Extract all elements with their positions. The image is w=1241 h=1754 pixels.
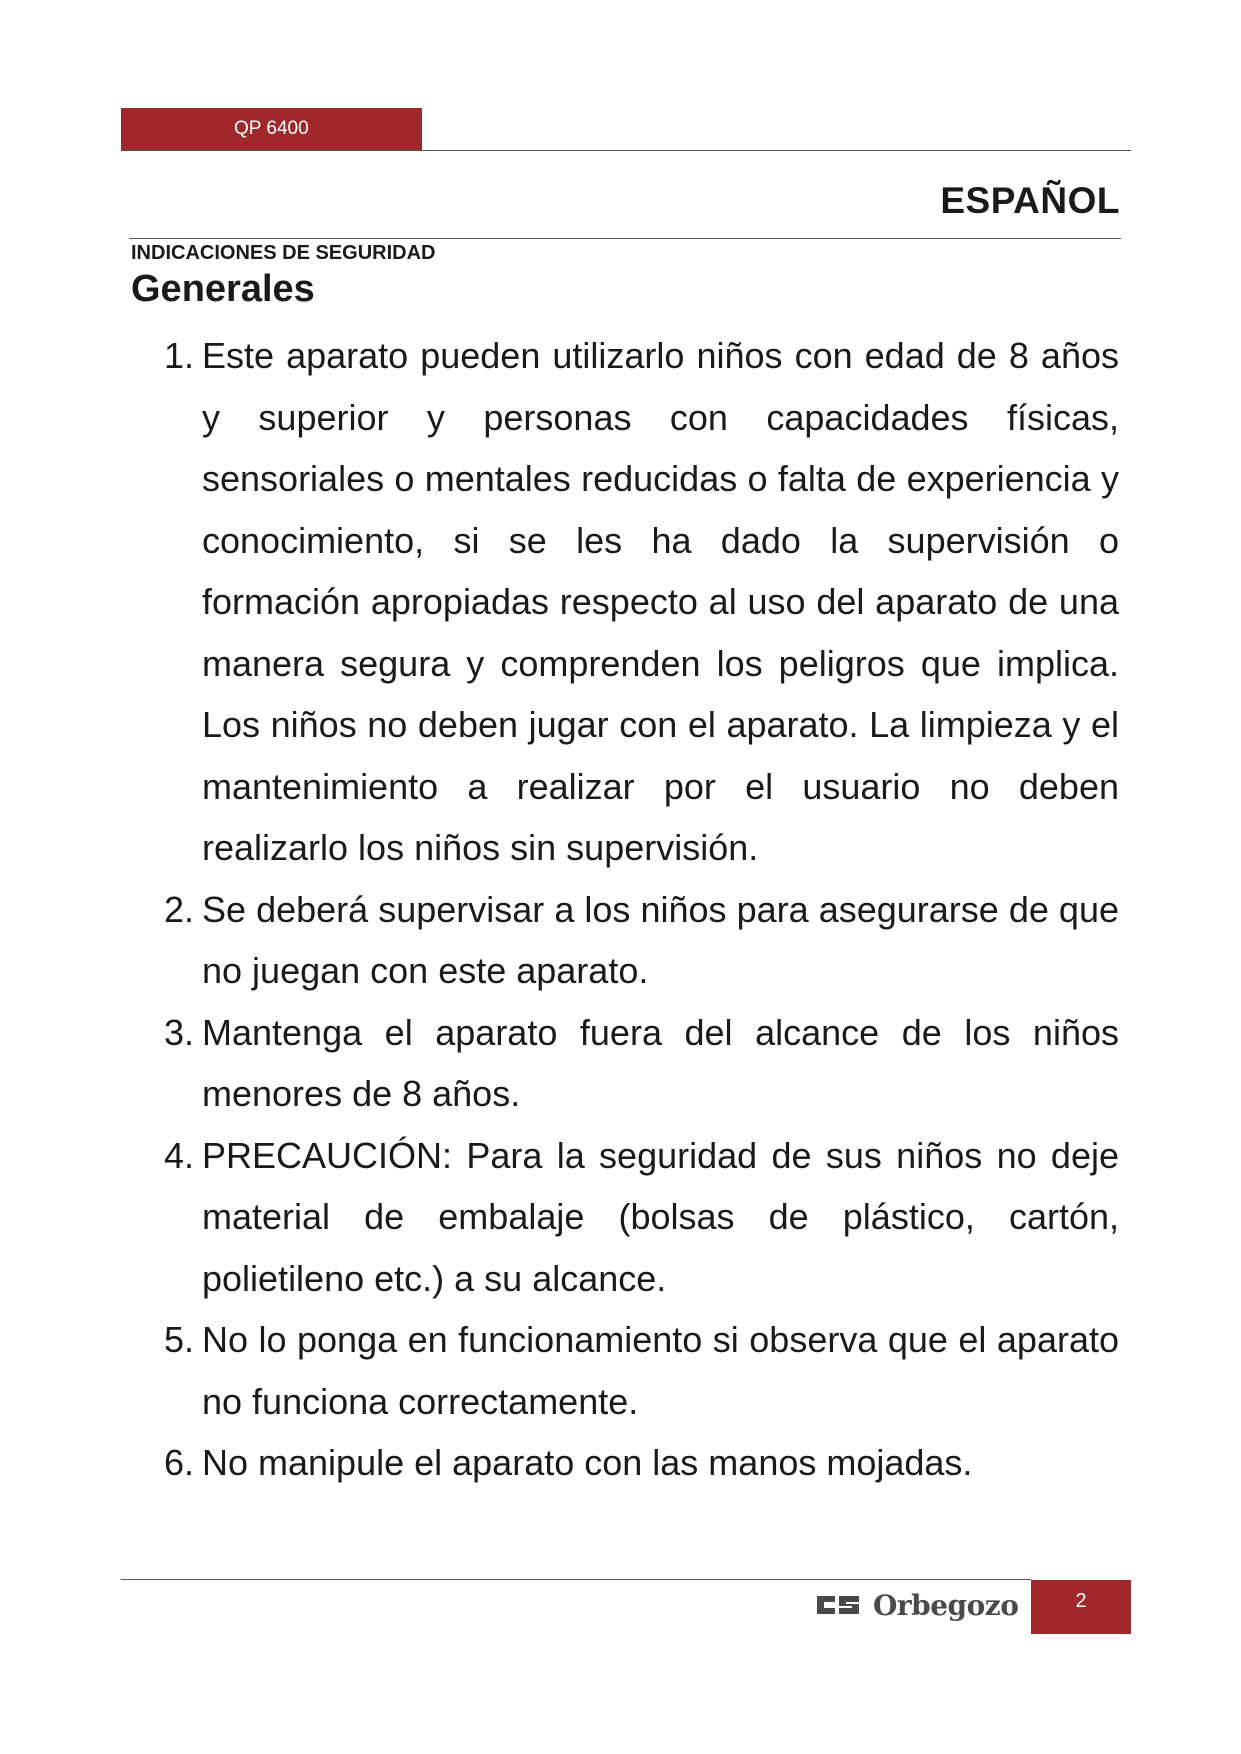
item-number: 2. [164, 888, 195, 930]
model-number: QP 6400 [234, 118, 309, 139]
item-text: PRECAUCIÓN: Para la seguridad de sus niños no deje material de embalaje (bolsas de plástico, cartón, polietileno etc.) a su alcance. [202, 1134, 1119, 1299]
subsection-title: Generales [131, 268, 315, 310]
item-text: No lo ponga en funcionamiento si observa que el aparato no funciona correctamente. [202, 1319, 1119, 1422]
item-number: 5. [164, 1319, 195, 1360]
brand-name: Orbegozo [873, 1588, 1019, 1622]
brand-logo [815, 1584, 1020, 1626]
language-heading: ESPAÑOL [940, 180, 1120, 221]
item-number: 6. [164, 1442, 195, 1483]
list-item [164, 1002, 1119, 1125]
list-item [164, 1432, 1119, 1494]
page-number-tab [1031, 1580, 1131, 1634]
footer-divider [121, 1579, 1031, 1580]
model-tab [121, 108, 422, 150]
list-item [164, 879, 1119, 1002]
page-number: 2 [1075, 1590, 1087, 1612]
item-text: No manipule el aparato con las manos mojadas. [202, 1442, 973, 1483]
item-number: 4. [164, 1134, 195, 1176]
list-item [164, 1309, 1119, 1432]
brand-mark-icon [815, 1593, 861, 1617]
item-text: Se deberá supervisar a los niños para asegurarse de que no juegan con este aparato. [202, 888, 1119, 991]
language-divider [129, 238, 1121, 239]
item-number: 3. [164, 1011, 195, 1053]
item-text: Este aparato pueden utilizarlo niños con edad de 8 años y superior y personas con capacidades físicas, sensoriales o mentales reducidas o falta de experiencia y conocimiento, si se les ha dado la supervisión o formación apropiadas respecto al uso del aparato de una manera segura y comprenden los peligros que implica. Los niños no deben jugar con el aparato. La limpieza y el mantenimiento a realizar por el usuario no deben realizarlo los niños sin supervisión. [202, 335, 1119, 868]
header-divider [121, 150, 1131, 151]
section-title: INDICACIONES DE SEGURIDAD [131, 242, 436, 264]
item-number: 1. [164, 335, 195, 376]
list-item [164, 325, 1119, 879]
list-item [164, 1125, 1119, 1310]
safety-rules-list [164, 325, 1119, 1494]
item-text: Mantenga el aparato fuera del alcance de los niños menores de 8 años. [202, 1011, 1119, 1114]
